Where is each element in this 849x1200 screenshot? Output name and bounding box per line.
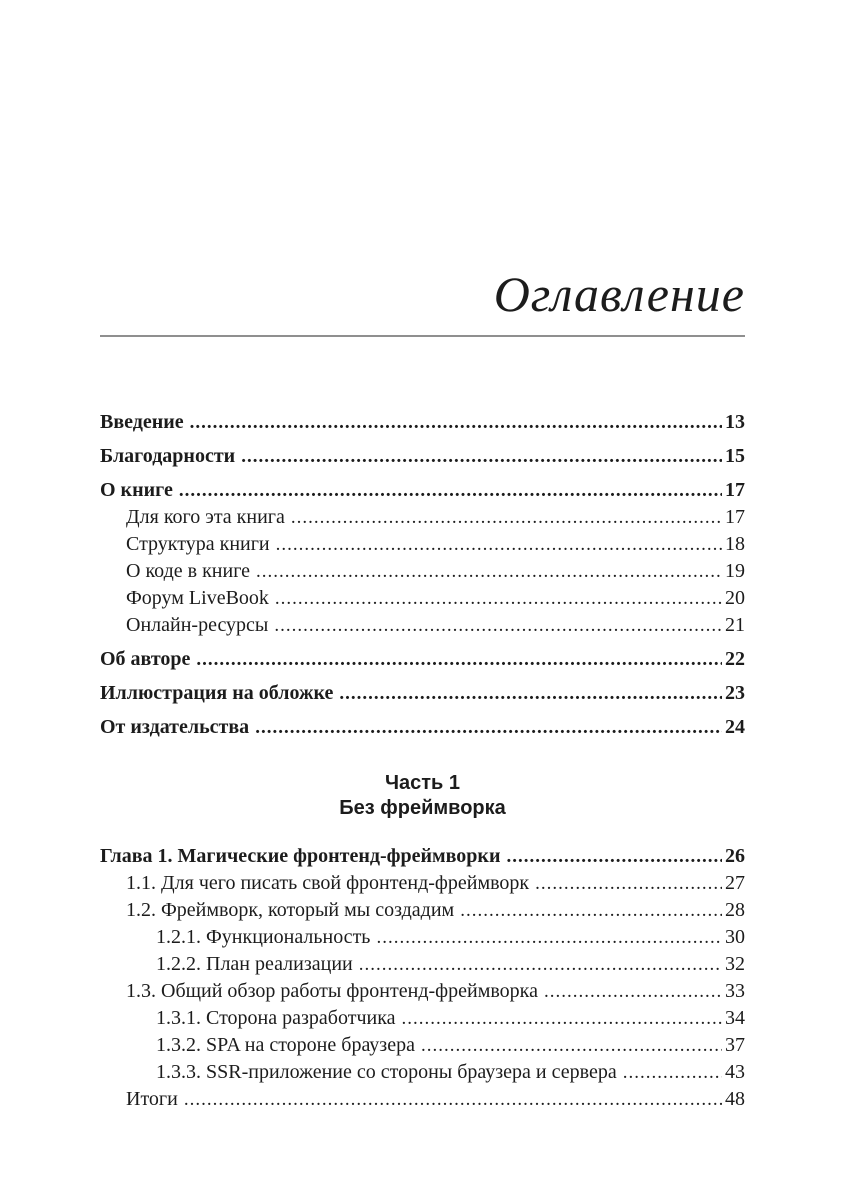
toc-entry-label: Форум LiveBook (126, 587, 269, 609)
toc-entry[interactable] (100, 1005, 745, 1032)
toc-entry[interactable] (100, 897, 745, 924)
toc-entry[interactable] (100, 558, 745, 585)
dot-leader (460, 897, 722, 924)
toc-entry-label: От издательства (100, 716, 250, 738)
dot-leader (241, 443, 722, 470)
dot-leader (376, 924, 722, 951)
toc-entry-page: 48 (725, 1088, 745, 1110)
toc-entry[interactable] (100, 714, 745, 741)
toc-entry-page: 28 (725, 899, 745, 921)
part-heading (100, 771, 745, 821)
toc-entry-label: 1.1. Для чего писать свой фронтенд-фреймворк (126, 872, 530, 894)
toc-entry-label: Иллюстрация на обложке (100, 682, 334, 704)
toc-entry[interactable] (100, 924, 745, 951)
toc-entry-page: 34 (725, 1007, 745, 1029)
dot-leader (179, 477, 722, 504)
page-content (100, 0, 745, 1113)
toc-entry-page: 20 (725, 587, 745, 609)
toc-entry-page: 26 (725, 845, 745, 867)
toc-entry-page: 19 (725, 560, 745, 582)
dot-leader (623, 1059, 722, 1086)
dot-leader (275, 585, 722, 612)
toc-entry-page: 27 (725, 872, 745, 894)
dot-leader (535, 870, 722, 897)
front-matter-entries (100, 409, 745, 741)
toc-entry-label: Итоги (126, 1088, 178, 1110)
toc-entry-page: 37 (725, 1034, 745, 1056)
title-rule (100, 335, 745, 337)
dot-leader (421, 1032, 722, 1059)
toc-entry-page: 33 (725, 980, 745, 1002)
toc-entry[interactable] (100, 585, 745, 612)
toc-entry[interactable] (100, 504, 745, 531)
dot-leader (196, 646, 722, 673)
dot-leader (359, 951, 722, 978)
toc-entry-page: 18 (725, 533, 745, 555)
toc-entry-page: 17 (725, 506, 745, 528)
toc-entry[interactable] (100, 1059, 745, 1086)
toc-entry-label: Глава 1. Магические фронтенд-фреймворки (100, 845, 501, 867)
toc-entry[interactable] (100, 477, 745, 504)
toc-entry-page: 22 (725, 648, 745, 670)
part-1-entries (100, 843, 745, 1113)
toc-entry[interactable] (100, 1086, 745, 1113)
toc-entry-page: 21 (725, 614, 745, 636)
table-of-contents (100, 409, 745, 1113)
toc-entry[interactable] (100, 409, 745, 436)
dot-leader (506, 843, 722, 870)
toc-entry[interactable] (100, 612, 745, 639)
dot-leader (339, 680, 722, 707)
toc-entry[interactable] (100, 531, 745, 558)
toc-entry-page: 32 (725, 953, 745, 975)
dot-leader (291, 504, 722, 531)
toc-entry[interactable] (100, 443, 745, 470)
toc-entry-label: Структура книги (126, 533, 270, 555)
part-title: Без фреймворка (339, 797, 506, 819)
toc-entry-label: Об авторе (100, 648, 191, 670)
toc-entry-label: 1.2. Фреймворк, который мы создадим (126, 899, 455, 921)
part-kicker: Часть 1 (384, 772, 461, 794)
toc-entry-page: 15 (725, 445, 745, 467)
toc-entry-label: Для кого эта книга (126, 506, 285, 528)
toc-entry-label: 1.3.3. SSR-приложение со стороны браузера и сервера (156, 1061, 617, 1083)
dot-leader (402, 1005, 723, 1032)
toc-entry[interactable] (100, 870, 745, 897)
page-title: Оглавление (493, 266, 745, 322)
toc-entry[interactable] (100, 680, 745, 707)
toc-entry-label: 1.2.2. План реализации (156, 953, 353, 975)
toc-entry-label: Введение (100, 411, 184, 433)
toc-entry-page: 30 (725, 926, 745, 948)
toc-entry-page: 43 (725, 1061, 745, 1083)
toc-entry-page: 13 (725, 411, 745, 433)
toc-entry[interactable] (100, 1032, 745, 1059)
toc-entry[interactable] (100, 646, 745, 673)
toc-entry-label: 1.3. Общий обзор работы фронтенд-фреймворка (126, 980, 538, 1002)
toc-entry-label: Онлайн-ресурсы (126, 614, 269, 636)
toc-entry-label: О книге (100, 479, 173, 501)
toc-entry[interactable] (100, 843, 745, 870)
dot-leader (544, 978, 722, 1005)
dot-leader (255, 714, 722, 741)
toc-entry-page: 24 (725, 716, 745, 738)
toc-entry-label: 1.2.1. Функциональность (156, 926, 371, 948)
toc-entry-label: 1.3.1. Сторона разработчика (156, 1007, 396, 1029)
toc-entry[interactable] (100, 978, 745, 1005)
toc-entry-page: 17 (725, 479, 745, 501)
dot-leader (184, 1086, 722, 1113)
toc-entry-label: Благодарности (100, 445, 236, 467)
dot-leader (276, 531, 722, 558)
dot-leader (190, 409, 722, 436)
toc-entry[interactable] (100, 951, 745, 978)
toc-entry-label: 1.3.2. SPA на стороне браузера (156, 1034, 415, 1056)
dot-leader (256, 558, 722, 585)
toc-entry-page: 23 (725, 682, 745, 704)
dot-leader (274, 612, 722, 639)
toc-entry-label: О коде в книге (126, 560, 251, 582)
